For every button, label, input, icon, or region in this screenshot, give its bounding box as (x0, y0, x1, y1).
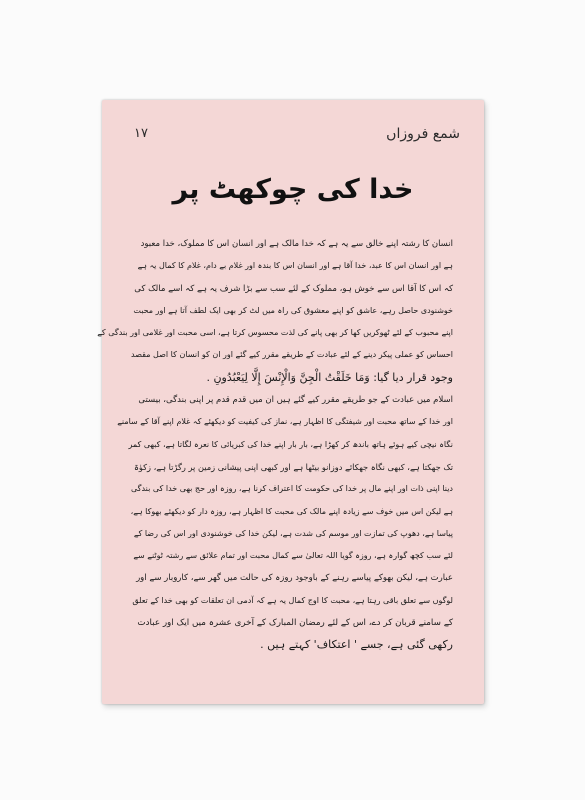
text-line: کے سامنے قربان کر دے، اس کے لئے رمضان المبارک کے آخری عشرہ میں ایک اور عبادت (137, 618, 453, 629)
text-line: پیاسا ہے، دھوپ کی تمازت اور موسم کی شدت ہے، لیکن خدا کی خوشنودی اور اس کی رضا کے (133, 528, 453, 538)
text-line: احساس کو عملی پیکر دینے کے لئے عبادت کے طریقے مقرر کیے گئے اور ان کو انسان کا اصل مقصد (131, 350, 453, 360)
text-line: اسلام میں عبادت کے جو طریقے مقرر کیے گئے ہیں ان میں قدم قدم پر اپنی بندگی، بیستی (138, 395, 453, 406)
text-line: رکھی گئی ہے، جسے ' اعتکاف' کہتے ہیں . (260, 638, 453, 652)
body-text (97, 233, 453, 657)
text-line: عبارت ہے، لیکن بھوکے پیاسے رہنے کے باوجود روزہ کی حالت میں گھر سے، کاروبار سے اور (136, 573, 453, 584)
book-page (97, 100, 484, 704)
text-line: وجود قرار دیا گیا: وَمَا خَلَقْتُ الْجِنَّ وَالْإِنْسَ إِلَّا لِيَعْبُدُونِ . (206, 370, 453, 384)
text-line: انسان کا رشتہ اپنے خالق سے یہ ہے کہ خدا مالک ہے اور انسان اس کا مملوک، خدا معبود (140, 239, 453, 249)
paragraph-1 (97, 233, 453, 389)
text-line: کہ اس کا آقا اس سے خوش ہو، مملوک کے لئے سب سے بڑا شرف یہ ہے کہ اسے مالک کی (134, 283, 453, 294)
text-line: ہے اور انسان اس کا عبد، خدا آقا ہے اور انسان اس کا بندہ اور غلام بے دام، غلام کا کمال یہ ہے (137, 261, 453, 271)
text-line: دینا اپنی ذات اور اپنے مال پر خدا کی حکومت کا اعتراف کرنا ہے، روزہ اور حج بھی خدا کی بندگی (130, 484, 453, 494)
text-line: لوگوں سے تعلق باقی رہتا ہے، محبت کا اوج کمال یہ ہے کہ آدمی ان تعلقات کو بھی خدا کے تعلق (132, 595, 453, 605)
text-line: خوشنودی حاصل رہے، عاشق کو اپنے معشوق کی راہ میں لٹ کر بھی ایک لطف آتا ہے اور محبت (133, 305, 453, 315)
text-line: نگاہ نیچی کیے ہوئے ہاتھ باندھ کر کھڑا ہے، بار بار اپنے خدا کی کبریائی کا نعرہ لگاتا ہے، کبھی کمر (128, 439, 453, 449)
running-head-title: شمع فروزاں (386, 126, 460, 142)
text-line: اپنے محبوب کے لئے ٹھوکریں کھا کر بھی پانے کی لذت محسوس کرتا ہے، اسی محبت اور غلامی اور بندگی کے (97, 328, 453, 338)
chapter-title: خدا کی چوکھٹ پر (172, 174, 414, 205)
text-line: تک جھکتا ہے، کبھی نگاہ جھکائے دوزانو بیٹھا ہے اور کبھی اپنی پیشانی زمین پر رگڑتا ہے، زکوٰۃ (134, 461, 453, 472)
page-number: ۱۷ (134, 126, 148, 141)
text-line: لئے سب کچھ گوارہ ہے، روزہ گویا اللہ تعالیٰ سے کمال محبت اور تمام علائق سے رشتہ ٹوٹنے سے (133, 551, 453, 561)
text-line: ہے لیکن اس میں خوف سے زیادہ اپنے مالک کی محبت کا اظہار ہے، روزہ دار کو دیکھئے بھوکا ہے، (130, 506, 453, 516)
text-line: اور خدا کے ساتھ محبت اور شیفتگی کا اظہار ہے، نماز کی کیفیت کو دیکھئے کہ غلام اپنے آقا کے سامنے (117, 417, 453, 427)
paragraph-2 (117, 389, 453, 657)
